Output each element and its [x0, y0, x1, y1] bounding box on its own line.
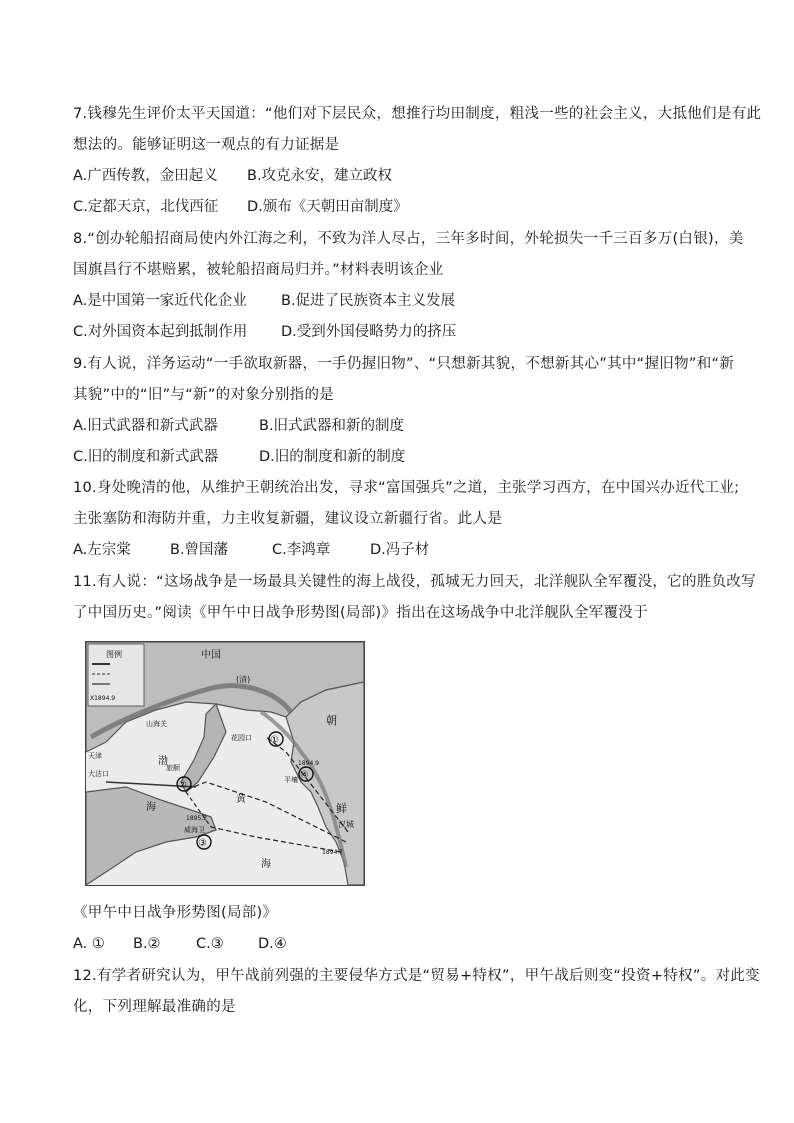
label-huayuankou: 花园口: [231, 734, 252, 742]
map-svg: [86, 642, 364, 885]
label-lushun: 旅顺: [166, 764, 180, 772]
marker-3-label: ③: [198, 838, 207, 849]
date-2: 1895.2: [186, 815, 207, 822]
label-hai-2: 海: [261, 859, 271, 870]
q9-stem-line2: 其貌”中的“旧”与“新”的对象分别指的是: [73, 387, 335, 403]
label-chao: 朝: [326, 714, 337, 727]
label-bo: 渤: [158, 756, 168, 767]
q7-option-a: A.广西传教，金田起义: [73, 168, 218, 184]
q10-option-a: A.左宗棠: [73, 542, 131, 558]
q8-stem-line1: 8.“创办轮船招商局使内外江海之利，不致为洋人尽占，三年多时间，外轮损失一千三百多万(白银)，美: [73, 231, 744, 247]
date-3: 1894.7: [322, 849, 343, 856]
q9-option-b: B.旧式武器和新的制度: [259, 418, 405, 434]
q10-option-b: B.曾国藩: [170, 542, 229, 558]
q7-option-d: D.颁布《天朝田亩制度》: [247, 199, 408, 215]
q9-option-d: D.旧的制度和新的制度: [259, 449, 406, 465]
label-tianjin: 天津: [88, 752, 102, 760]
q7-stem-line2: 想法的。能够证明这一观点的有力证据是: [73, 137, 340, 153]
q7-option-c: C.定都天京，北伐西征: [73, 199, 219, 215]
label-xian: 鲜: [336, 802, 347, 815]
label-hai-1: 海: [146, 802, 156, 813]
q11-option-d: D.④: [258, 936, 287, 952]
label-china: 中国: [201, 650, 221, 661]
q10-option-c: C.李鸿章: [272, 542, 331, 558]
q8-option-c: C.对外国资本起到抵制作用: [73, 324, 248, 340]
q7-option-b: B.攻克永安，建立政权: [247, 168, 393, 184]
q7-stem-line1: 7.钱穆先生评价太平天国道：“他们对下层民众，想推行均田制度，粗浅一些的社会主义，大抵他们是有此: [73, 106, 762, 122]
q11-option-a: A. ①: [73, 936, 105, 952]
sino-japanese-war-map: [85, 641, 365, 886]
q10-option-d: D.冯子材: [370, 542, 430, 558]
date-1: 1894.9: [298, 760, 319, 767]
q10-stem-line1: 10.身处晚清的他，从维护王朝统治出发，寻求“富国强兵”之道，主张学习西方，在中国兴办近代工业;: [73, 480, 740, 496]
q12-stem-line2: 化，下列理解最准确的是: [73, 999, 236, 1015]
label-weihaiwei: 威海卫: [184, 826, 205, 834]
q11-stem-line2: 了中国历史。”阅读《甲午中日战争形势图(局部)》指出在这场战争中北洋舰队全军覆没于: [73, 605, 648, 621]
marker-1-label: ①: [270, 735, 279, 746]
legend-date: X1894.9: [90, 695, 116, 702]
marker-4-label: ④: [300, 770, 309, 781]
map-caption: 《甲午中日战争形势图(局部)》: [73, 905, 278, 921]
q8-option-d: D.受到外国侵略势力的挤压: [281, 324, 457, 340]
label-hancheng: 汉城: [338, 820, 354, 829]
label-qing: (清): [236, 675, 251, 684]
q12-stem-line1: 12.有学者研究认为，甲午战前列强的主要侵华方式是“贸易+特权”，甲午战后则变“投资+特权”。对此变: [73, 968, 760, 984]
q9-option-c: C.旧的制度和新式武器: [73, 449, 219, 465]
q10-stem-line2: 主张塞防和海防并重，力主收复新疆，建议设立新疆行省。此人是: [73, 511, 503, 527]
q11-option-c: C.③: [196, 936, 224, 952]
label-huang: 黄: [236, 794, 246, 805]
q9-option-a: A.旧式武器和新式武器: [73, 418, 218, 434]
label-pingrang: 平壤: [284, 776, 298, 784]
label-dagukou: 大沽口: [88, 770, 109, 778]
q11-option-b: B.②: [133, 936, 161, 952]
q8-stem-line2: 国旗昌行不堪赔累，被轮船招商局归并。”材料表明该企业: [73, 262, 444, 278]
label-shanhaiguan: 山海关: [146, 720, 167, 728]
q11-stem-line1: 11.有人说：“这场战争是一场最具关键性的海上战役，孤城无力回天，北洋舰队全军覆没，它的胜负改写: [73, 574, 756, 590]
q8-option-a: A.是中国第一家近代化企业: [73, 293, 247, 309]
marker-2-label: ②: [178, 780, 187, 791]
q9-stem-line1: 9.有人说，洋务运动“一手欲取新器，一手仍握旧物”、“只想新其貌，不想新其心”其中“握旧物”和“新: [73, 356, 735, 372]
legend-title: 图例: [106, 650, 122, 659]
q8-option-b: B.促进了民族资本主义发展: [281, 293, 456, 309]
